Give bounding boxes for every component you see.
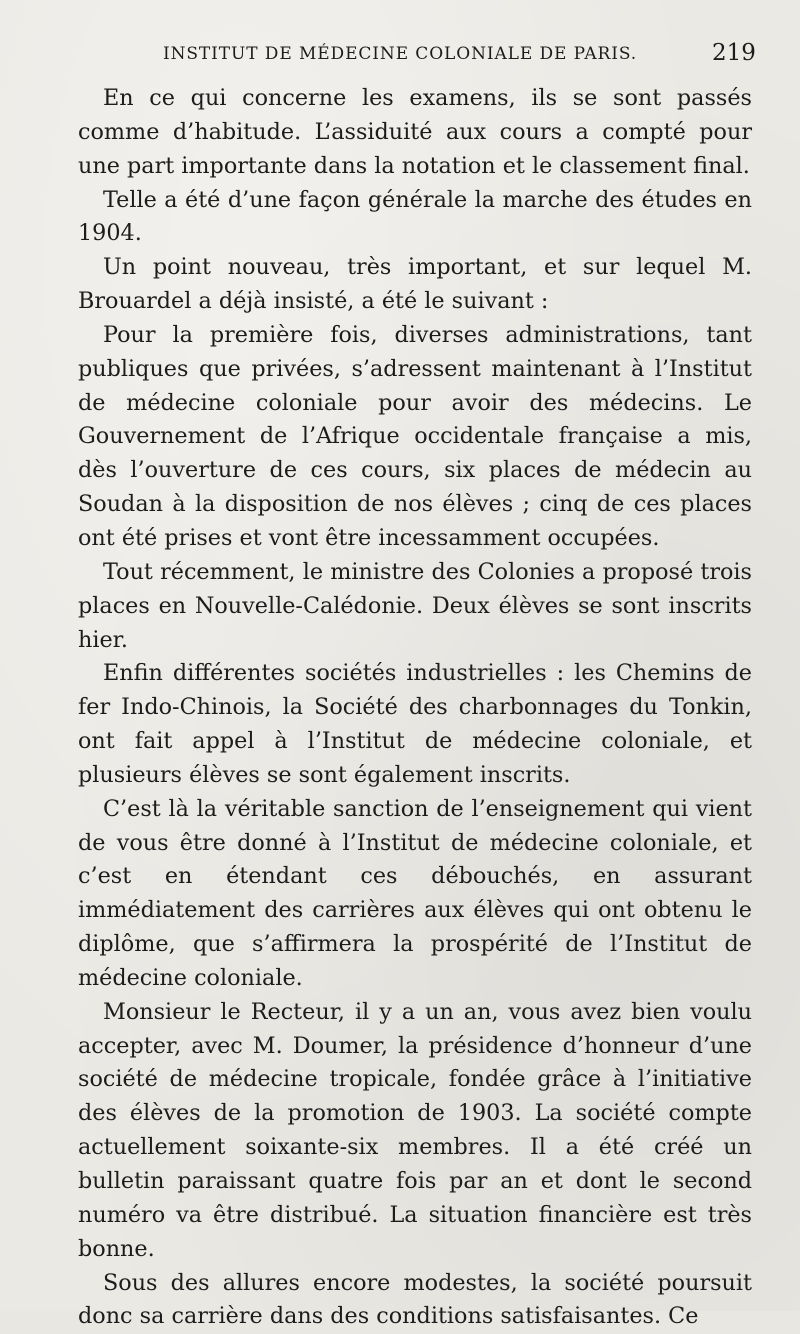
body-text	[78, 82, 752, 1334]
page-header	[0, 40, 800, 74]
paragraph-allures: Sous des allures encore modestes, la société poursuit donc sa carrière dans des conditions satisfaisantes. Ce	[78, 1269, 752, 1330]
paragraph-examens: En ce qui concerne les examens, ils se sont passés comme d’habitude. L’assiduité aux cours a compté pour une part importante dans la notation et le classement final.	[78, 85, 752, 179]
paragraph-sanction: C’est là la véritable sanction de l’enseignement qui vient de vous être donné à l’Institut de médecine coloniale, et c’est en étendant ces débouchés, en assurant immédiatement des carrières aux élèves qui ont obtenu le diplôme, que s’affirmera la prospérité de l’Institut de médecine coloniale.	[78, 795, 752, 991]
paragraph-point-nouveau: Un point nouveau, très important, et sur lequel M. Brouardel a déjà insisté, a été le suivant :	[78, 254, 752, 315]
paragraph-recteur: Monsieur le Recteur, il y a un an, vous avez bien voulu accepter, avec M. Doumer, la présidence d’honneur d’une société de médecine tropicale, fondée grâce à l’initiative des élèves de la promotion de 1903. La société compte actuellement soixante-six membres. Il a été créé un bulletin paraissant quatre fois par an et dont le second numéro va être distribué. La situation financière est très bonne.	[78, 998, 752, 1262]
page-number: 219	[712, 40, 756, 66]
paragraph-administrations: Pour la première fois, diverses administrations, tant publiques que privées, s’adressent maintenant à l’Institut de médecine coloniale pour avoir des médecins. Le Gouvernement de l’Afrique occidentale française a mis, dès l’ouverture de ces cours, six places de médecin au Soudan à la disposition de nos élèves ; cinq de ces places ont été prises et vont être incessamment occupées.	[78, 321, 752, 551]
paragraph-nouvelle-caledonie: Tout récemment, le ministre des Colonies a proposé trois places en Nouvelle-Calédonie. Deux élèves se sont inscrits hier.	[78, 558, 752, 653]
paragraph-societes-industrielles: Enfin différentes sociétés industrielles : les Chemins de fer Indo-Chinois, la Société des charbonnages du Tonkin, ont fait appel à l’Institut de médecine coloniale, et plusieurs élèves se sont également inscrits.	[78, 660, 752, 788]
running-title: INSTITUT DE MÉDECINE COLONIALE DE PARIS.	[163, 44, 638, 64]
paragraph-marche-etudes: Telle a été d’une façon générale la marche des études en 1904.	[78, 186, 752, 247]
